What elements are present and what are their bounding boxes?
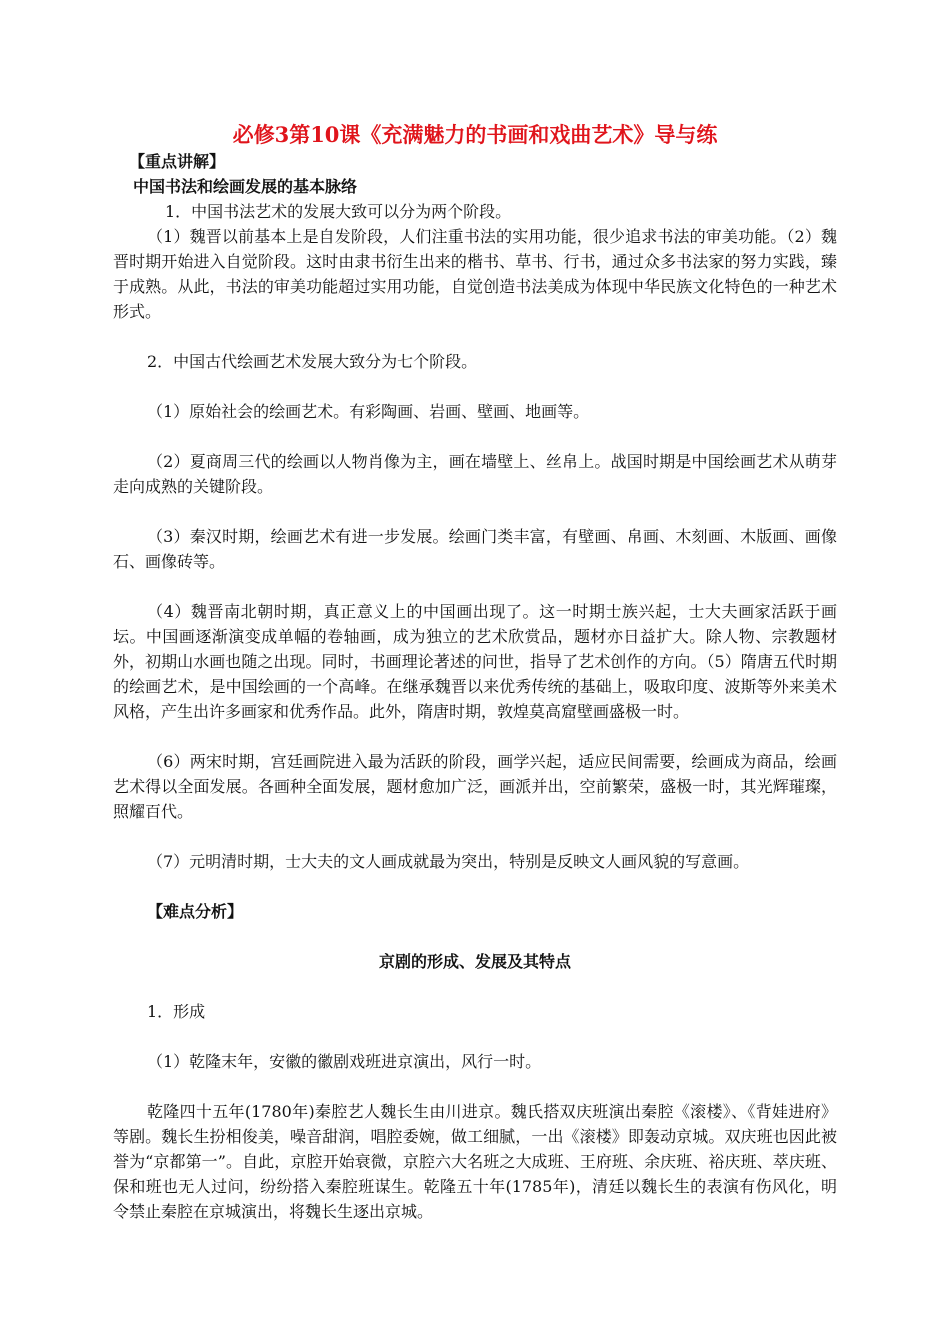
section-heading-key-points: 【重点讲解】 xyxy=(129,152,226,171)
subheading-calligraphy-painting: 中国书法和绘画发展的基本脉络 xyxy=(133,177,358,196)
paragraph: 1．中国书法艺术的发展大致可以分为两个阶段。 xyxy=(165,202,512,221)
paragraph: （3）秦汉时期，绘画艺术有进一步发展。绘画门类丰富，有壁画、帛画、木刻画、木版画、画像石、画像砖等。 xyxy=(113,527,837,571)
paragraph: 1．形成 xyxy=(147,1002,206,1021)
subheading-peking-opera: 京剧的形成、发展及其特点 xyxy=(378,952,571,971)
paragraph: 2．中国古代绘画艺术发展大致分为七个阶段。 xyxy=(147,352,478,371)
paragraph: （7）元明清时期，士大夫的文人画成就最为突出，特别是反映文人画风貌的写意画。 xyxy=(147,852,750,871)
section-heading-difficulties: 【难点分析】 xyxy=(147,902,244,921)
paragraph: （4）魏晋南北朝时期，真正意义上的中国画出现了。这一时期士族兴起，士大夫画家活跃于画坛。中国画逐渐演变成单幅的卷轴画，成为独立的艺术欣赏品，题材亦日益扩大。除人物、宗教题材外，初期山水画也随之出现。同时，书画理论著述的问世，指导了艺术创作的方向。（5）隋唐五代时期的绘画艺术，是中国绘画的一个高峰。在继承魏晋以来优秀传统的基础上，吸取印度、波斯等外来美术风格，产生出许多画家和优秀作品。此外，隋唐时期，敦煌莫高窟壁画盛极一时。 xyxy=(113,602,837,721)
paragraph: （2）夏商周三代的绘画以人物肖像为主，画在墙壁上、丝帛上。战国时期是中国绘画艺术从萌芽走向成熟的关键阶段。 xyxy=(113,452,837,496)
paragraph: （1）原始社会的绘画艺术。有彩陶画、岩画、壁画、地画等。 xyxy=(147,402,590,421)
paragraph: （1）乾隆末年，安徽的徽剧戏班进京演出，风行一时。 xyxy=(147,1052,542,1071)
document-title: 必修3第10课《充满魅力的书画和戏曲艺术》导与练 xyxy=(232,122,718,147)
document-page xyxy=(113,120,837,1224)
paragraph: （1）魏晋以前基本上是自发阶段，人们注重书法的实用功能，很少追求书法的审美功能。（2）魏晋时期开始进入自觉阶段。这时由隶书衍生出来的楷书、草书、行书，通过众多书法家的努力实践，臻于成熟。从此，书法的审美功能超过实用功能，自觉创造书法美成为体现中华民族文化特色的一种艺术形式。 xyxy=(113,227,837,321)
paragraph: （6）两宋时期，宫廷画院进入最为活跃的阶段，画学兴起，适应民间需要，绘画成为商品，绘画艺术得以全面发展。各画种全面发展，题材愈加广泛，画派并出，空前繁荣，盛极一时，其光辉璀璨，照耀百代。 xyxy=(113,752,837,821)
paragraph: 乾隆四十五年(1780年)秦腔艺人魏长生由川进京。魏氏搭双庆班演出秦腔《滚楼》、《背娃进府》等剧。魏长生扮相俊美，噪音甜润，唱腔委婉，做工细腻，一出《滚楼》即轰动京城。双庆班也因此被誉为“京都第一”。自此，京腔开始衰微，京腔六大名班之大成班、王府班、余庆班、裕庆班、萃庆班、保和班也无人过问，纷纷搭入秦腔班谋生。乾隆五十年(1785年)，清廷以魏长生的表演有伤风化，明令禁止秦腔在京城演出，将魏长生逐出京城。 xyxy=(113,1102,837,1221)
